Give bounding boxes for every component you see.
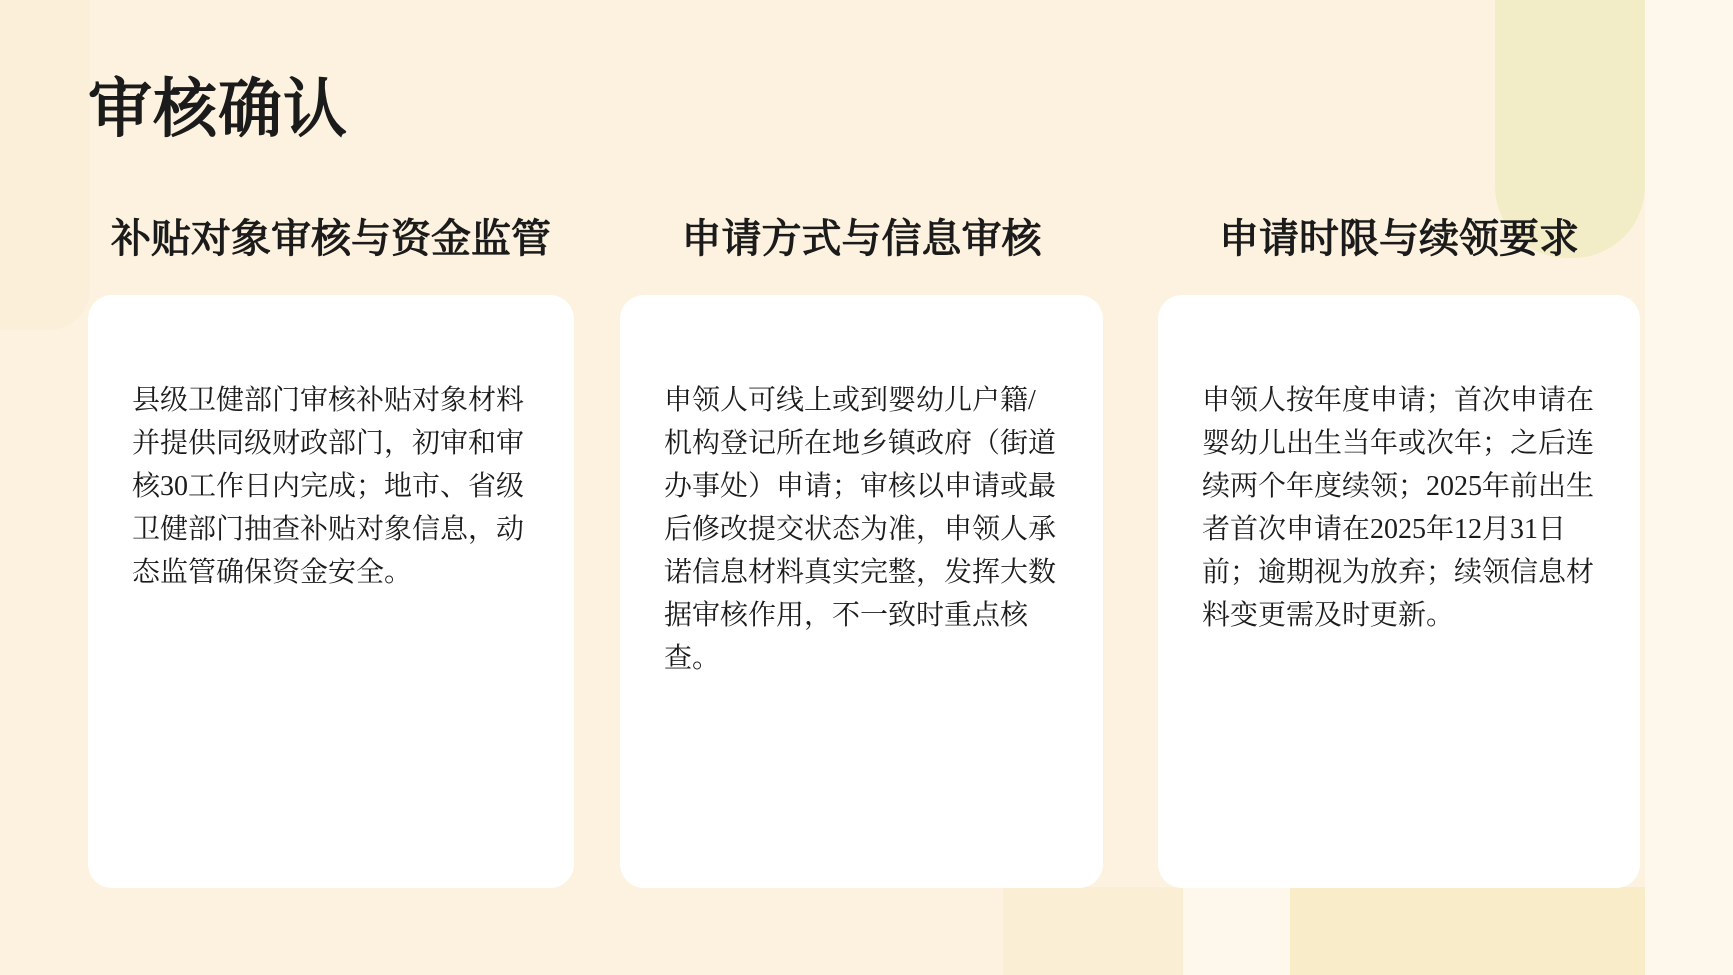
decorative-bottom-band-light: [1183, 887, 1290, 975]
decorative-bottom-band-mid: [1003, 887, 1183, 975]
column-deadline-renewal: [1158, 214, 1640, 888]
card-deadline-renewal: [1158, 295, 1640, 888]
column-application-method: [620, 214, 1103, 888]
card-body-application-method: 申领人可线上或到婴幼儿户籍/机构登记所在地乡镇政府（街道办事处）申请；审核以申请或最后修改提交状态为准，申领人承诺信息材料真实完整，发挥大数据审核作用，不一致时重点核查。: [664, 385, 1057, 674]
decorative-right-strip: [1645, 0, 1733, 975]
page-title: 审核确认: [88, 74, 348, 145]
column-subsidy-review: [88, 214, 574, 888]
column-heading-subsidy-review: 补贴对象审核与资金监管: [111, 216, 551, 261]
column-heading-deadline-renewal: 申请时限与续领要求: [1219, 216, 1579, 261]
card-body-deadline-renewal: 申领人按年度申请；首次申请在婴幼儿出生当年或次年；之后连续两个年度续领；2025年前出生者首次申请在2025年12月31日前；逾期视为放弃；续领信息材料变更需及时更新。: [1202, 385, 1595, 631]
card-application-method: [620, 295, 1103, 888]
card-subsidy-review: [88, 295, 574, 888]
column-heading-application-method: 申请方式与信息审核: [681, 216, 1042, 261]
decorative-bottom-band-dark: [1290, 887, 1645, 975]
card-body-subsidy-review: 县级卫健部门审核补贴对象材料并提供同级财政部门，初审和审核30工作日内完成；地市、省级卫健部门抽查补贴对象信息，动态监管确保资金安全。: [132, 385, 525, 588]
decorative-left-patch: [0, 0, 90, 330]
